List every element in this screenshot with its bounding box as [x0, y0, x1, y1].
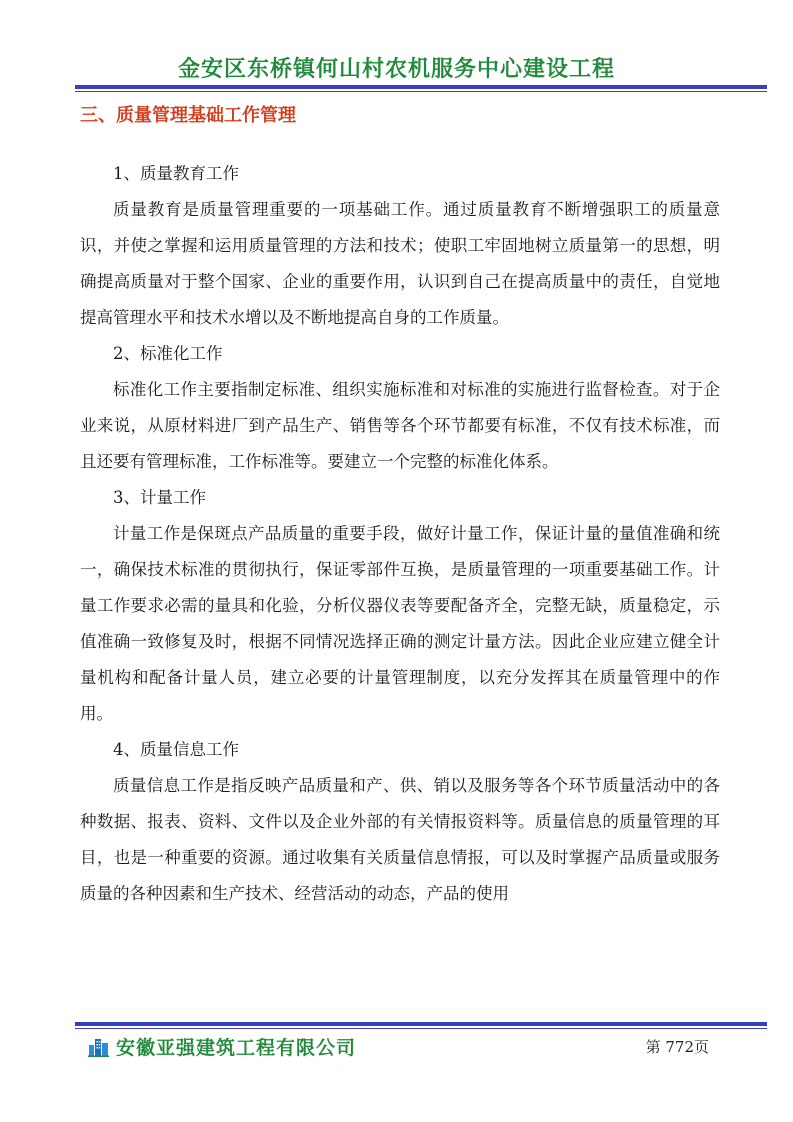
document-body — [80, 98, 720, 912]
paragraph-quality-education: 质量教育是质量管理重要的一项基础工作。通过质量教育不断增强职工的质量意识，并使之掌握和运用质量管理的方法和技术；使职工牢固地树立质量第一的思想，明确提高质量对于整个国家、企业的重要作用，认识到自己在提高质量中的责任，自觉地提高管理水平和技术水增以及不断地提高自身的工作质量。 — [80, 200, 720, 327]
subheading-quality-information: 4、质量信息工作 — [113, 740, 239, 759]
footer-page-number: 第 772页 — [645, 1038, 709, 1056]
header-rule-thick — [75, 85, 767, 89]
paragraph-metrology: 计量工作是保斑点产品质量的重要手段，做好计量工作，保证计量的量值准确和统一，确保技术标准的贯彻执行，保证零部件互换，是质量管理的一项重要基础工作。计量工作要求必需的量具和化验，分析仪器仪表等要配备齐全，完整无缺，质量稳定，示值准确一致修复及时，根据不同情况选择正确的测定计量方法。因此企业应建立健全计量机构和配备计量人员，建立必要的计量管理制度，以充分发挥其在质量管理中的作用。 — [80, 524, 720, 723]
header-rule-thin — [75, 91, 767, 92]
section-heading: 三、质量管理基础工作管理 — [80, 105, 296, 126]
subheading-standardization: 2、标准化工作 — [113, 344, 223, 363]
subheading-quality-education: 1、质量教育工作 — [113, 164, 239, 183]
section-spacer — [80, 134, 720, 156]
building-logo-icon — [88, 1035, 110, 1057]
document-header-title: 金安区东桥镇何山村农机服务中心建设工程 — [177, 57, 615, 82]
footer-rule-thick — [75, 1022, 767, 1026]
paragraph-quality-information: 质量信息工作是指反映产品质量和产、供、销以及服务等各个环节质量活动中的各种数据、报表、资料、文件以及企业外部的有关情报资料等。质量信息的质量管理的耳目，也是一种重要的资源。通过收集有关质量信息情报，可以及时掌握产品质量或服务质量的各种因素和生产技术、经营活动的动态，产品的使用 — [80, 776, 720, 903]
footer-company-name: 安徽亚强建筑工程有限公司 — [116, 1036, 357, 1059]
subheading-metrology: 3、计量工作 — [113, 488, 206, 507]
paragraph-standardization: 标准化工作主要指制定标准、组织实施标准和对标准的实施进行监督检查。对于企业来说，从原材料进厂到产品生产、销售等各个环节都要有标准，不仅有技术标准，而且还要有管理标准，工作标准等。要建立一个完整的标准化体系。 — [80, 380, 720, 471]
footer-company — [88, 1033, 356, 1059]
footer-rule-thin — [75, 1028, 767, 1029]
